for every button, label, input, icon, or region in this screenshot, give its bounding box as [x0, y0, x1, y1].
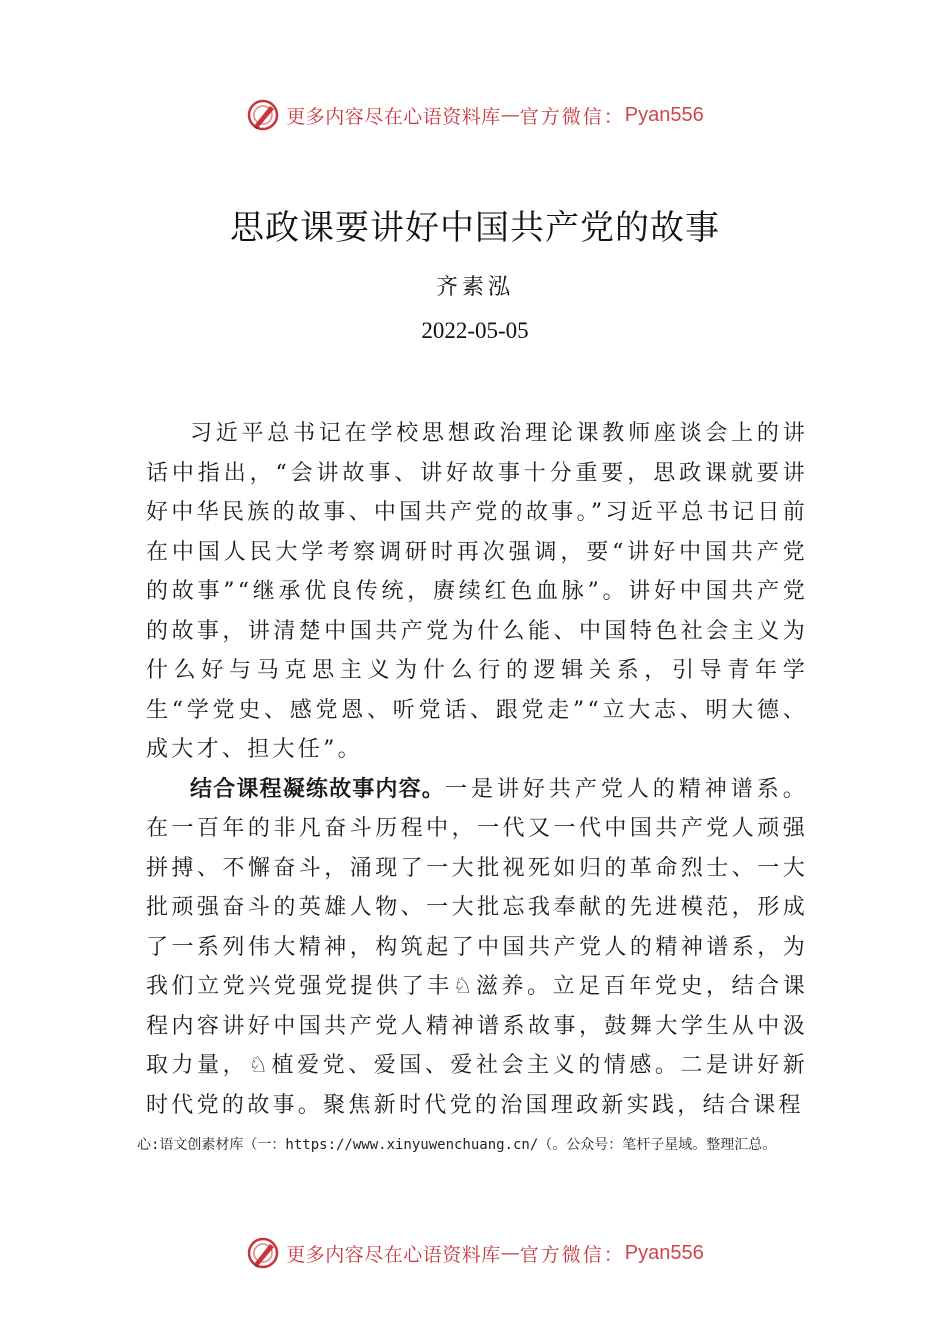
- header-banner: [0, 95, 950, 135]
- banner-wechat-label: 官方微信：: [519, 105, 625, 128]
- banner-text: 更多内容尽在心语资料库: [286, 1243, 501, 1266]
- footnote: 心:语文创素材库（一：https://www.xinyuwenchuang.cn/（。公众号：笔杆子星域。整理汇总。: [137, 1137, 777, 1153]
- banner-wechat-id: Pyan556: [624, 1241, 704, 1264]
- banner-wechat-label: 官方微信：: [519, 1243, 625, 1266]
- footer-banner: [0, 1233, 950, 1273]
- article-title: 思政课要讲好中国共产党的故事: [230, 208, 720, 248]
- paragraph-1: 习近平总书记在学校思想政治理论课教师座谈会上的讲话中指出，“会讲故事、讲好故事十分重要，思政课就要讲好中华民族的故事、中国共产党的故事。”习近平总书记日前在中国人民大学考察调研时再次强调，要“讲好中国共产党的故事”“继承优良传统，赓续红色血脉”。讲好中国共产党的故事，讲清楚中国共产党为什么能、中国特色社会主义为什么好与马克思主义为什么行的逻辑关系，引导青年学生“学党史、感党恩、听党话、跟党走”“立大志、明大德、成大才、担大任”。: [146, 421, 808, 762]
- banner-separator: —: [500, 1242, 520, 1264]
- paragraph-2: [146, 770, 808, 1126]
- article-date: 2022-05-05: [421, 318, 529, 343]
- pen-logo-icon: [246, 1236, 280, 1270]
- banner-text: 更多内容尽在心语资料库: [286, 105, 501, 128]
- article-body: [146, 414, 808, 1125]
- pen-logo-icon: [246, 98, 280, 132]
- banner-wechat-id: Pyan556: [624, 103, 704, 126]
- paragraph-2-body: 一是讲好共产党人的精神谱系。在一百年的非凡奋斗历程中，一代又一代中国共产党人顽强拼搏、不懈奋斗，涌现了一大批视死如归的革命烈士、一大批顽强奋斗的英雄人物、一大批忘我奉献的先进模范，形成了一系列伟大精神，构筑起了中国共产党人的精神谱系，为我们立党兴党强党提供了丰♘滋养。立足百年党史，结合课程内容讲好中国共产党人精神谱系故事，鼓舞大学生从中汲取力量，♘植爱党、爱国、爱社会主义的情感。二是讲好新时代党的故事。聚焦新时代党的治国理政新实践，结合课程: [146, 776, 808, 1118]
- banner-separator: —: [500, 104, 520, 126]
- article-author: 齐素泓: [435, 275, 514, 300]
- paragraph-2-lead: 结合课程凝练故事内容。: [190, 776, 445, 802]
